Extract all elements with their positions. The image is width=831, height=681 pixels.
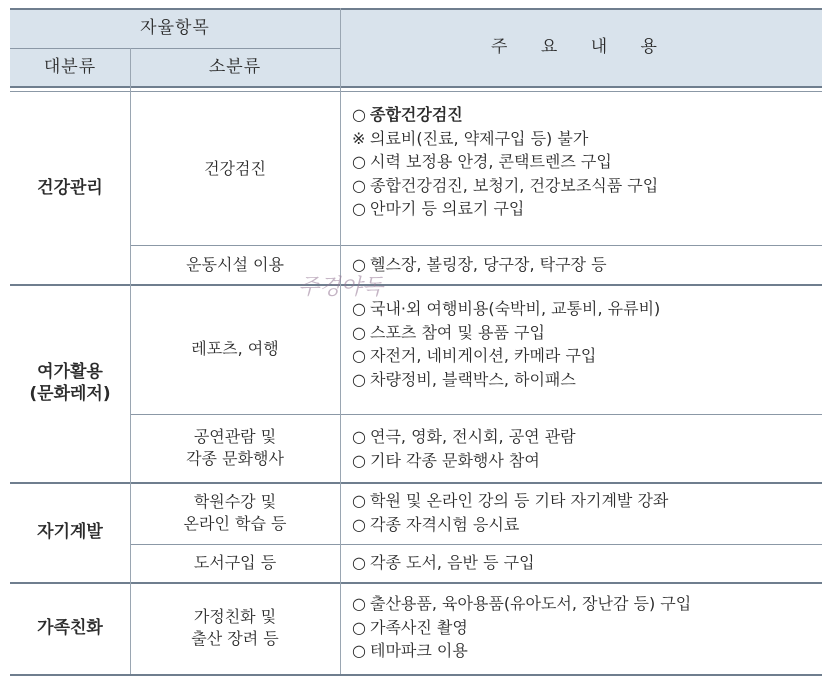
list-item: ○ 각종 자격시험 응시료 [352,514,520,534]
list-item: ○ 출산용품, 육아용품(유아도서, 장난감 등) 구입 [352,594,692,613]
list-item: ○ 연극, 영화, 전시회, 공연 관람 [352,427,576,446]
list-item: ○ 안마기 등 의료기 구입 [352,199,525,218]
table-top-border [10,8,822,10]
minor-performance-line2: 각종 문화행사 [186,449,284,468]
major-health: 건강관리 [37,178,103,198]
major-leisure [10,284,130,482]
list-item: ○ 기타 각종 문화행사 참여 [352,450,540,470]
header-mid-divider [10,48,340,49]
list-item: ○ 자전거, 네비게이션, 카메라 구입 [352,346,597,365]
major-family: 가족친화 [37,618,103,638]
minor-academy-line1: 학원수강 및 [193,492,277,511]
header-major-category: 대분류 [43,57,97,77]
minor-performance-culture [130,414,340,482]
header-bottom-border-2 [10,91,822,92]
content-family-birth [352,592,691,663]
list-item: ○ 헬스장, 볼링장, 당구장, 탁구장 등 [352,255,607,274]
minor-book-purchase: 도서구입 등 [193,553,277,572]
minor-academy-line2: 온라인 학습 등 [183,514,287,533]
table-bottom-border [10,674,822,676]
row-divider [130,414,822,415]
list-item: ○ 가족사진 촬영 [352,617,468,637]
row-divider [130,544,822,545]
list-item: ○ 각종 도서, 음반 등 구입 [352,553,535,572]
list-item: ※ 의료비(진료, 약제구입 등) 불가 [352,128,589,148]
content-performance-culture [352,425,576,472]
watermark-text: 주경야독 [298,275,384,300]
group-divider [10,482,822,484]
group-divider [10,582,822,584]
minor-family-line1: 가정친화 및 [193,607,277,626]
group-divider [10,284,822,286]
minor-family-birth [130,582,340,674]
column-divider-major [130,48,131,674]
content-academy-online [352,489,668,536]
list-item: ○ 학원 및 온라인 강의 등 기타 자기계발 강좌 [352,491,669,510]
list-item: ○ 종합건강검진 [352,105,463,124]
minor-academy-online [130,482,340,544]
content-fitness-facility [352,253,607,277]
list-item: ○ 시력 보정용 안경, 콘택트렌즈 구입 [352,152,612,171]
content-book-purchase [352,551,535,575]
minor-sports-travel: 레포츠, 여행 [191,339,279,358]
column-divider-minor [340,8,341,674]
list-item: ○ 종합건강검진, 보청기, 건강보조식품 구입 [352,175,659,195]
header-minor-category: 소분류 [208,57,262,77]
header-bottom-border [10,86,822,88]
major-leisure-line1: 여가활용 [37,362,103,382]
list-item: ○ 스포츠 참여 및 용품 구입 [352,322,545,342]
list-item: ○ 차량정비, 블랙박스, 하이패스 [352,369,576,389]
header-group-title: 자율항목 [140,18,210,38]
row-divider [130,245,822,246]
minor-performance-line1: 공연관람 및 [193,427,277,446]
major-leisure-line2: (문화레저) [29,384,111,404]
list-item: ○ 테마파크 이용 [352,641,468,660]
minor-health-checkup: 건강검진 [204,158,266,178]
major-self-development: 자기계발 [37,522,103,542]
minor-fitness-facility: 운동시설 이용 [186,254,284,274]
content-health-checkup [352,103,658,221]
header-main-content: 주 요 내 용 [491,37,671,57]
list-item: ○ 국내·외 여행비용(숙박비, 교통비, 유류비) [352,299,661,318]
content-sports-travel [352,297,660,391]
minor-family-line2: 출산 장려 등 [191,629,279,648]
